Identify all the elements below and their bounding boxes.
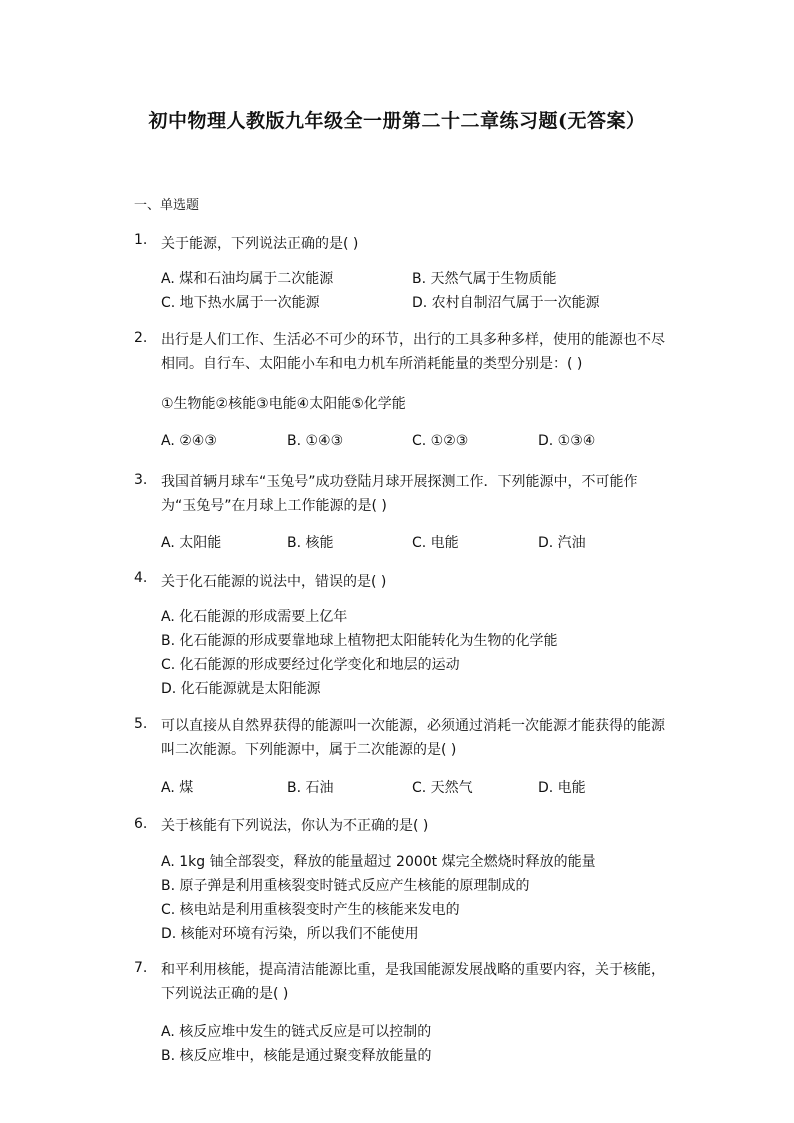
option-b: B. 原子弹是利用重核裂变时链式反应产生核能的原理制成的 — [161, 878, 530, 894]
option-d: D. 汽油 — [538, 535, 586, 551]
question-stem: 关于核能有下列说法，你认为不正确的是( ) — [161, 818, 429, 834]
option-d: D. 电能 — [538, 780, 586, 796]
option-a: A. 煤 — [161, 780, 194, 796]
question-stem: 关于能源，下列说法正确的是( ) — [161, 236, 359, 252]
option-c: C. 天然气 — [412, 780, 473, 796]
option-c: C. 核电站是利用重核裂变时产生的核能来发电的 — [161, 902, 460, 918]
option-a: A. 1kg 铀全部裂变，释放的能量超过 2000t 煤完全燃烧时释放的能量 — [161, 854, 596, 870]
question-number: 4. — [134, 570, 148, 586]
option-c: C. 电能 — [412, 535, 459, 551]
section-heading: 一、单选题 — [134, 198, 200, 213]
option-a: A. 核反应堆中发生的链式反应是可以控制的 — [161, 1024, 432, 1040]
option-d: D. 化石能源就是太阳能源 — [161, 681, 321, 697]
option-b: B. 石油 — [287, 780, 334, 796]
option-a: A. 化石能源的形成需要上亿年 — [161, 609, 348, 625]
question-number: 6. — [134, 816, 148, 832]
question-stem: 可以直接从自然界获得的能源叫一次能源，必须通过消耗一次能源才能获得的能源叫二次能源。下列能源中，属于二次能源的是( ) — [161, 718, 665, 758]
question-number: 1. — [134, 232, 148, 248]
option-d: D. 农村自制沼气属于一次能源 — [412, 295, 600, 311]
option-a: A. ②④③ — [161, 433, 217, 449]
option-c: C. 地下热水属于一次能源 — [161, 295, 320, 311]
question-stem: 关于化石能源的说法中，错误的是( ) — [161, 574, 387, 590]
question-number: 2. — [134, 330, 148, 346]
option-d: D. 核能对环境有污染，所以我们不能使用 — [161, 926, 419, 942]
option-b: B. 化石能源的形成要靠地球上植物把太阳能转化为生物的化学能 — [161, 633, 558, 649]
option-c: C. ①②③ — [412, 433, 469, 449]
question-stem: 和平利用核能，提高清洁能源比重，是我国能源发展战略的重要内容，关于核能，下列说法正确的是( ) — [161, 962, 665, 1002]
energy-type-list: ①生物能②核能③电能④太阳能⑤化学能 — [161, 396, 406, 412]
question-stem: 我国首辆月球车“玉兔号”成功登陆月球开展探测工作．下列能源中，不可能作为“玉兔号”在月球上工作能源的是( ) — [161, 474, 638, 514]
question-number: 7. — [134, 960, 148, 976]
question-number: 5. — [134, 716, 148, 732]
option-b: B. ①④③ — [287, 433, 344, 449]
option-a: A. 太阳能 — [161, 535, 222, 551]
option-b: B. 核反应堆中，核能是通过聚变释放能量的 — [161, 1048, 432, 1064]
option-a: A. 煤和石油均属于二次能源 — [161, 271, 334, 287]
option-b: B. 核能 — [287, 535, 334, 551]
question-number: 3. — [134, 472, 148, 488]
option-c: C. 化石能源的形成要经过化学变化和地层的运动 — [161, 657, 460, 673]
question-stem: 出行是人们工作、生活必不可少的环节，出行的工具多种多样，使用的能源也不尽相同。自行车、太阳能小车和电力机车所消耗能量的类型分别是：( ) — [161, 332, 665, 372]
option-b: B. 天然气属于生物质能 — [412, 271, 557, 287]
option-d: D. ①③④ — [538, 433, 596, 449]
document-title: 初中物理人教版九年级全一册第二十二章练习题(无答案） — [148, 110, 646, 132]
